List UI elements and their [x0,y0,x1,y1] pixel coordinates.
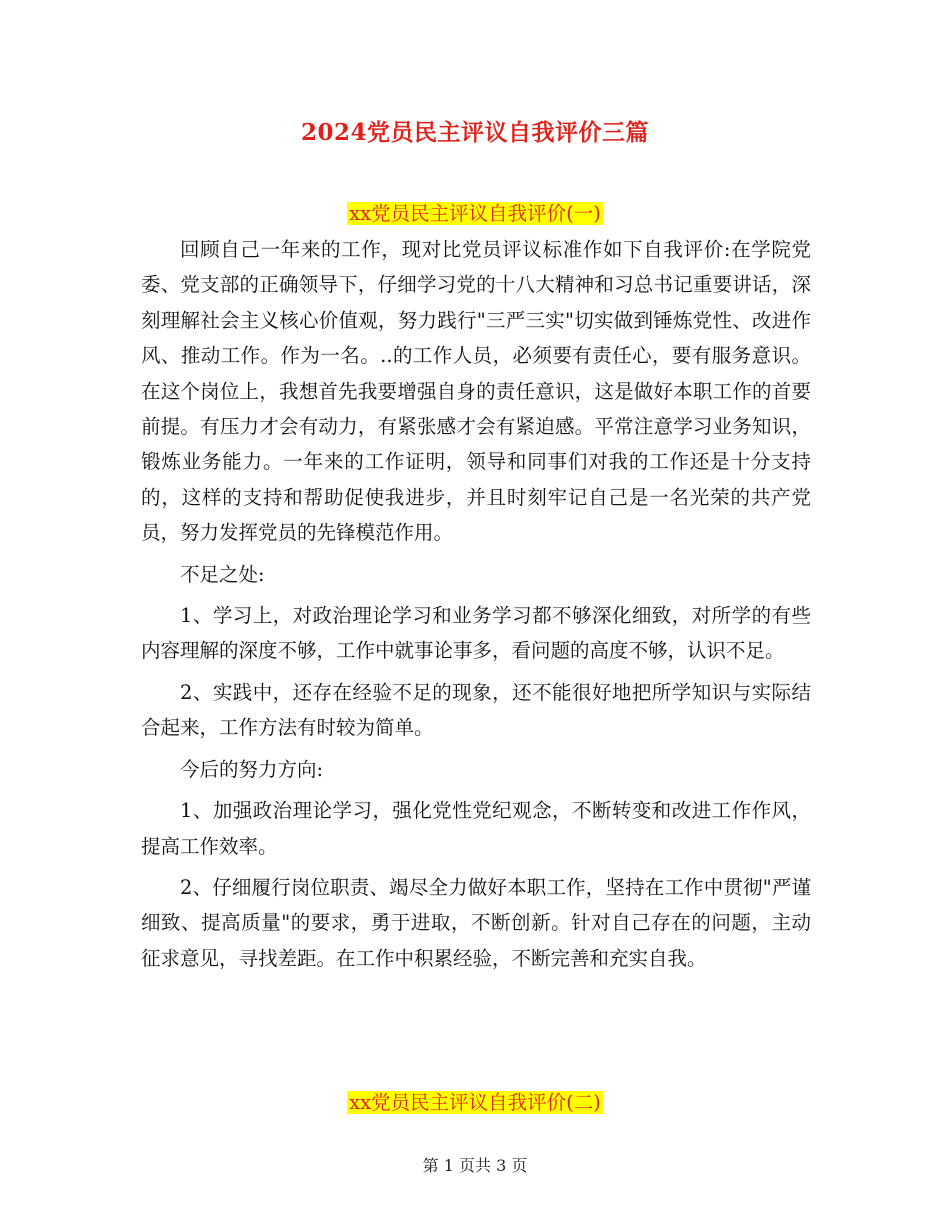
paragraph-direction-2: 2、仔细履行岗位职责、竭尽全力做好本职工作，坚持在工作中贯彻"严谨细致、提高质量"的要求，勇于进取，不断创新。针对自己存在的问题，主动征求意见，寻找差距。在工作中积累经验，不断完善和充实自我。 [141,875,811,970]
section-heading-2-text: xx党员民主评议自我评价(二) [349,1091,601,1114]
document-body [141,232,811,982]
paragraph-shortcomings-heading: 不足之处: [180,562,265,586]
paragraph-direction-1: 1、加强政治理论学习，强化党性党纪观念，不断转变和改进工作作风，提高工作效率。 [141,799,811,858]
paragraph-shortcoming-1: 1、学习上，对政治理论学习和业务学习都不够深化细致，对所学的有些内容理解的深度不够，工作中就事论事多，看问题的高度不够，认识不足。 [141,604,811,663]
section-heading-1-text: xx党员民主评议自我评价(一) [349,202,601,225]
page-footer: 第 1 页共 3 页 [422,1156,528,1175]
document-title: 2024党员民主评议自我评价三篇 [300,119,649,146]
paragraph-shortcoming-2: 2、实践中，还存在经验不足的现象，还不能很好地把所学知识与实际结合起来，工作方法有时较为简单。 [141,680,811,740]
section-heading-1 [0,198,950,226]
section-heading-2 [0,1087,950,1115]
paragraph-intro: 回顾自己一年来的工作，现对比党员评议标准作如下自我评价:在学院党委、党支部的正确领导下，仔细学习党的十八大精神和习总书记重要讲话，深刻理解社会主义核心价值观，努力践行"三严三实"切实做到锤炼党性、改进作风、推动工作。作为一名。..的工作人员，必须要有责任心，要有服务意识。在这个岗位上，我想首先我要增强自身的责任意识，这是做好本职工作的首要前提。有压力才会有动力，有紧张感才会有紧迫感。平常注意学习业务知识，锻炼业务能力。一年来的工作证明，领导和同事们对我的工作还是十分支持的，这样的支持和帮助促使我进步，并且时刻牢记自己是一名光荣的共产党员，努力发挥党员的先锋模范作用。 [141,238,811,545]
paragraph-direction-heading: 今后的努力方向: [180,757,324,781]
